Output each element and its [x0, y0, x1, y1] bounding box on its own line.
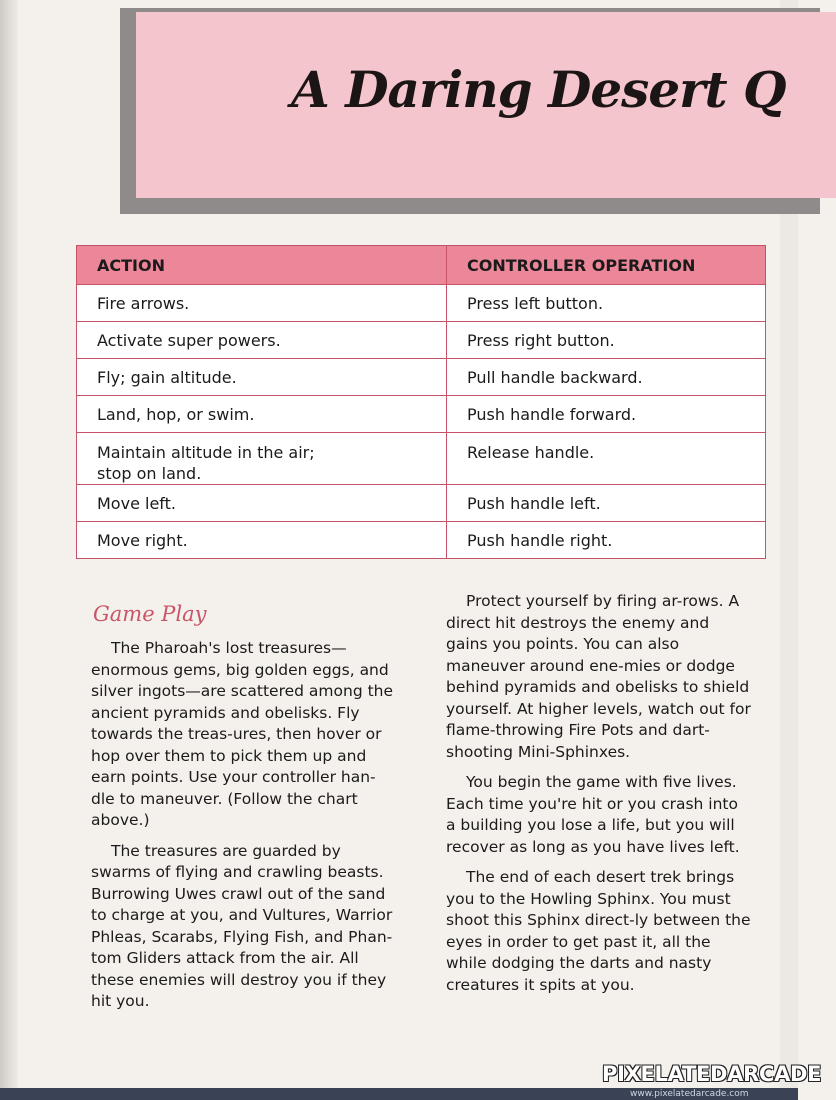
operation-cell: Push handle right. — [447, 522, 766, 559]
paragraph: Protect yourself by firing ar-rows. A direct hit destroys the enemy and gains you points. You can also maneuver around ene-mies or dodge behind pyramids and obelisks to shield yourself. At higher levels, watch out for flame-throwing Fire Pots and dart-shooting Mini-Sphinxes. — [446, 592, 751, 761]
table-row — [77, 322, 766, 359]
table-row — [77, 433, 766, 485]
paragraph: The treasures are guarded by swarms of flying and crawling beasts. Burrowing Uwes crawl out of the sand to charge at you, and Vultures, Warrior Phleas, Scarabs, Flying Fish, and Phan-tom Gliders attack from the air. All these enemies will destroy you if they hit you. — [91, 841, 393, 1010]
left-text-column — [91, 638, 396, 1022]
watermark-logo: PIXELATEDARCADE — [602, 1062, 822, 1086]
action-cell: Fire arrows. — [77, 285, 447, 322]
table-row — [77, 396, 766, 433]
action-cell — [77, 433, 447, 485]
table-row — [77, 359, 766, 396]
operation-cell: Press right button. — [447, 322, 766, 359]
action-line: Maintain altitude in the air; — [97, 443, 315, 462]
operation-cell: Pull handle backward. — [447, 359, 766, 396]
action-cell: Fly; gain altitude. — [77, 359, 447, 396]
action-cell: Land, hop, or swim. — [77, 396, 447, 433]
watermark-url: www.pixelatedarcade.com — [630, 1089, 749, 1099]
controls-table — [76, 245, 766, 559]
operation-cell: Push handle forward. — [447, 396, 766, 433]
operation-cell: Push handle left. — [447, 485, 766, 522]
page-title: A Daring Desert Q — [291, 60, 786, 119]
paragraph: You begin the game with five lives. Each time you're hit or you crash into a building you lose a life, but you will recover as long as you have lives left. — [446, 773, 740, 856]
operation-cell: Press left button. — [447, 285, 766, 322]
table-row — [77, 522, 766, 559]
header-action: ACTION — [77, 246, 447, 285]
action-line: stop on land. — [97, 464, 202, 483]
action-cell: Move right. — [77, 522, 447, 559]
action-cell: Activate super powers. — [77, 322, 447, 359]
paragraph: The end of each desert trek brings you to the Howling Sphinx. You must shoot this Sphinx direct-ly between the eyes in order to get past it, all the while dodging the darts and nasty creatures it spits at you. — [446, 868, 751, 994]
table-header-row — [77, 246, 766, 285]
table-row — [77, 285, 766, 322]
title-banner — [136, 12, 836, 198]
operation-cell: Release handle. — [447, 433, 766, 485]
header-controller-operation: CONTROLLER OPERATION — [447, 246, 766, 285]
page-gutter-shadow — [0, 0, 18, 1100]
table-row — [77, 485, 766, 522]
action-cell: Move left. — [77, 485, 447, 522]
game-play-heading: Game Play — [93, 602, 207, 626]
paragraph: The Pharoah's lost treasures—enormous gems, big golden eggs, and silver ingots—are scattered among the ancient pyramids and obelisks. Fly towards the treas-ures, then hover or hop over them to pick them up and earn points. Use your controller han-dle to maneuver. (Follow the chart above.) — [91, 639, 394, 829]
right-text-column — [446, 591, 752, 1005]
